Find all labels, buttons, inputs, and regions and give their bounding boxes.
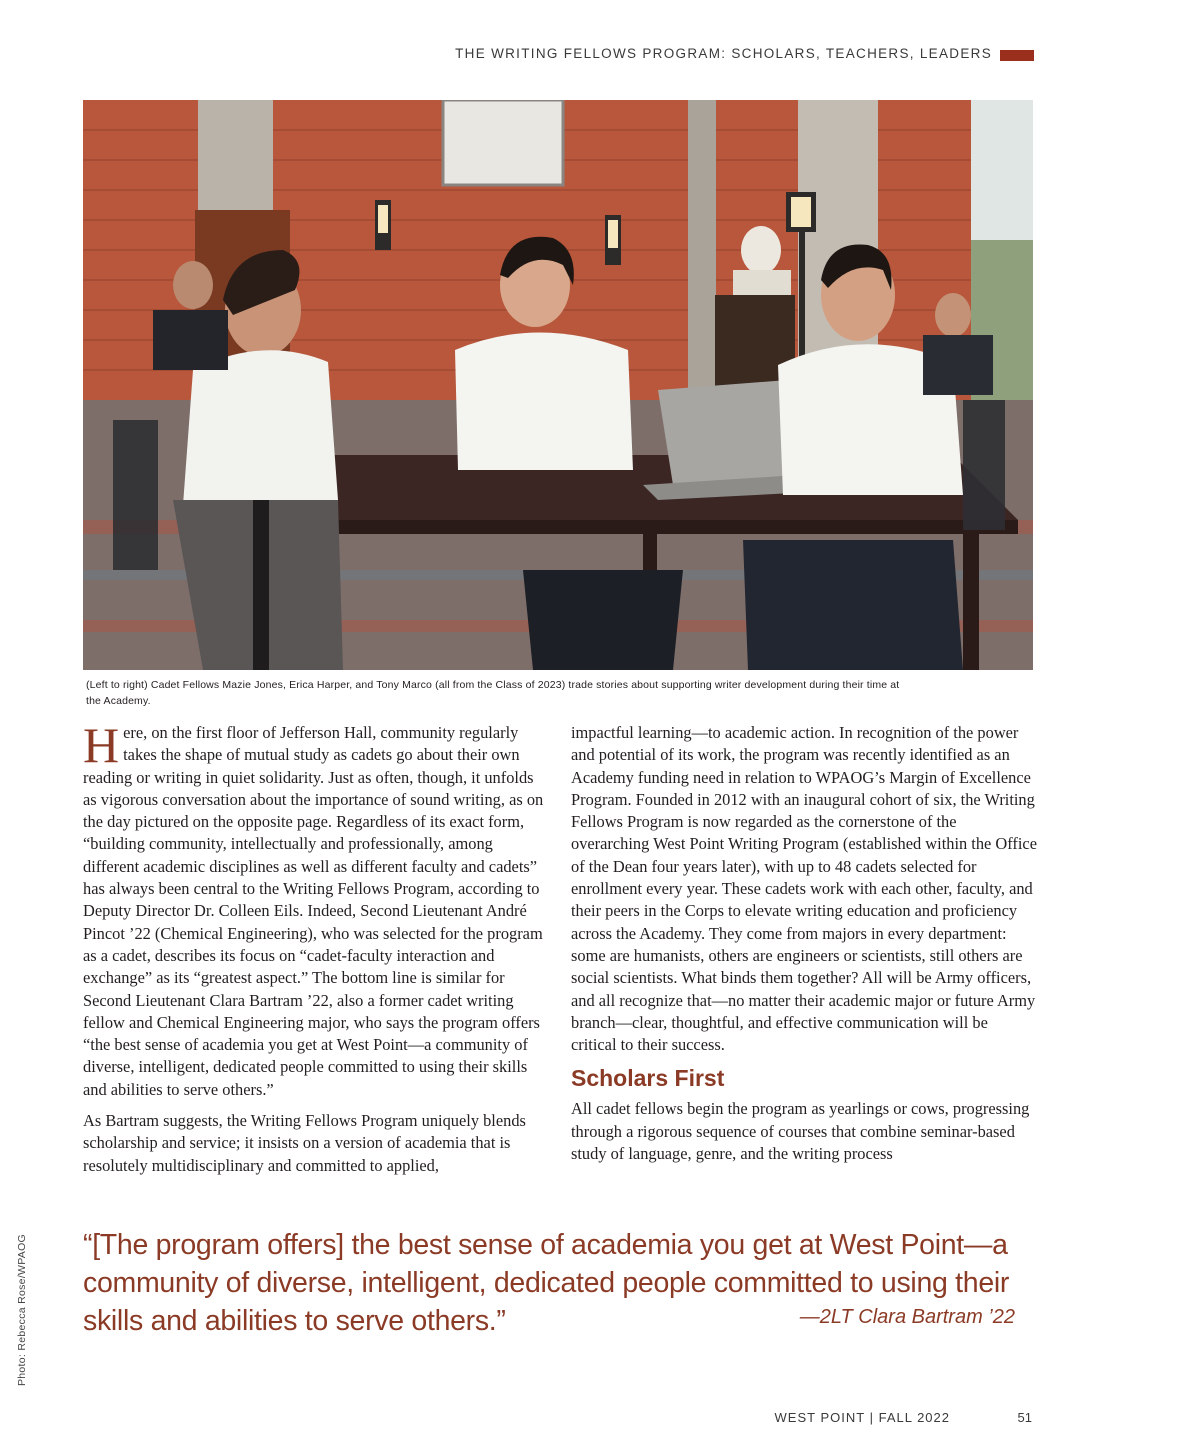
footer-publication: [775, 1410, 950, 1425]
footer-separator: |: [869, 1410, 874, 1425]
photo-caption-line2: the Academy.: [86, 695, 151, 707]
article-photo: [83, 100, 1033, 670]
pull-quote-attribution: —2LT Clara Bartram ’22: [799, 1306, 1015, 1328]
article-paragraph-3: impactful learning—to academic action. In recognition of the power and potential of its work, the program was recently identified as an Academy funding need in relation to WPAOG’s Margin of Excellence Program. Founded in 2012 with an inaugural cohort of six, the Writing Fellows Program is now regarded as the cornerstone of the overarching West Point Writing Program (established within the Office of the Dean four years later), with up to 48 cadets selected for enrollment every year. These cadets work with each other, faculty, and their peers in the Corps to elevate writing education and proficiency across the Academy. They come from majors in every department: some are humanists, others are engineers or scientists, still others are social scientists. What binds them together? All will be Army officers, and all recognize that—no matter their academic major or future Army branch—clear, thoughtful, and effective communication will be critical to their success.: [571, 723, 1037, 1055]
page-number: 51: [1017, 1410, 1032, 1425]
photo-credit: Photo: Rebecca Rose/WPAOG: [16, 1233, 28, 1387]
section-heading: Scholars First: [571, 1065, 725, 1092]
article-paragraph-1-text: ere, on the first floor of Jefferson Hall, community regularly takes the shape of mutual study as cadets go about their own reading or writing in quiet solidarity. Just as often, though, it unfolds as vigorous conversation about the importance of sound writing, as on the day pictured on the opposite page. Regardless of its exact form, “building community, intellectually and professionally, among different academic disciplines as well as different faculty and cadets” has always been central to the Writing Fellows Program, according to Deputy Director Dr. Colleen Eils. Indeed, Second Lieutenant André Pincot ’22 (Chemical Engineering), who was selected for the program as a cadet, describes its focus on “cadet-faculty interaction and exchange” as its “greatest aspect.” The bottom line is similar for Second Lieutenant Clara Bartram ’22, also a former cadet writing fellow and Chemical Engineering major, who says the program offers “the best sense of academia you get at West Point—a community of diverse, intelligent, dedicated people committed to using their skills and abilities to serve others.”: [83, 723, 544, 1099]
footer-title: WEST POINT: [774, 1410, 865, 1425]
drop-cap: H: [83, 717, 120, 773]
article-paragraph-1: [83, 717, 549, 1101]
running-head: THE WRITING FELLOWS PROGRAM: SCHOLARS, TEACHERS, LEADERS: [455, 46, 992, 61]
header-accent-bar: [1000, 50, 1034, 61]
photo-caption: [86, 677, 1026, 709]
footer-issue: FALL 2022: [878, 1410, 950, 1425]
article-paragraph-2: As Bartram suggests, the Writing Fellows Program uniquely blends scholarship and service; it insists on a version of academia that is resolutely multidisciplinary and committed to applied,: [83, 1111, 526, 1175]
article-column-left: [83, 717, 549, 1177]
article-paragraph-4: All cadet fellows begin the program as yearlings or cows, progressing through a rigorous sequence of courses that combine seminar-based study of language, genre, and the writing process: [571, 1099, 1030, 1164]
pull-quote: “[The program offers] the best sense of academia you get at West Point—a community of diverse, intelligent, dedicated people committed to using their skills and abilities to serve others.”: [83, 1229, 1010, 1337]
photo-caption-line1: (Left to right) Cadet Fellows Mazie Jones, Erica Harper, and Tony Marco (all from the Class of 2023) trade stories about supporting writer development during their time at: [86, 679, 900, 691]
article-column-right: [571, 722, 1037, 1165]
